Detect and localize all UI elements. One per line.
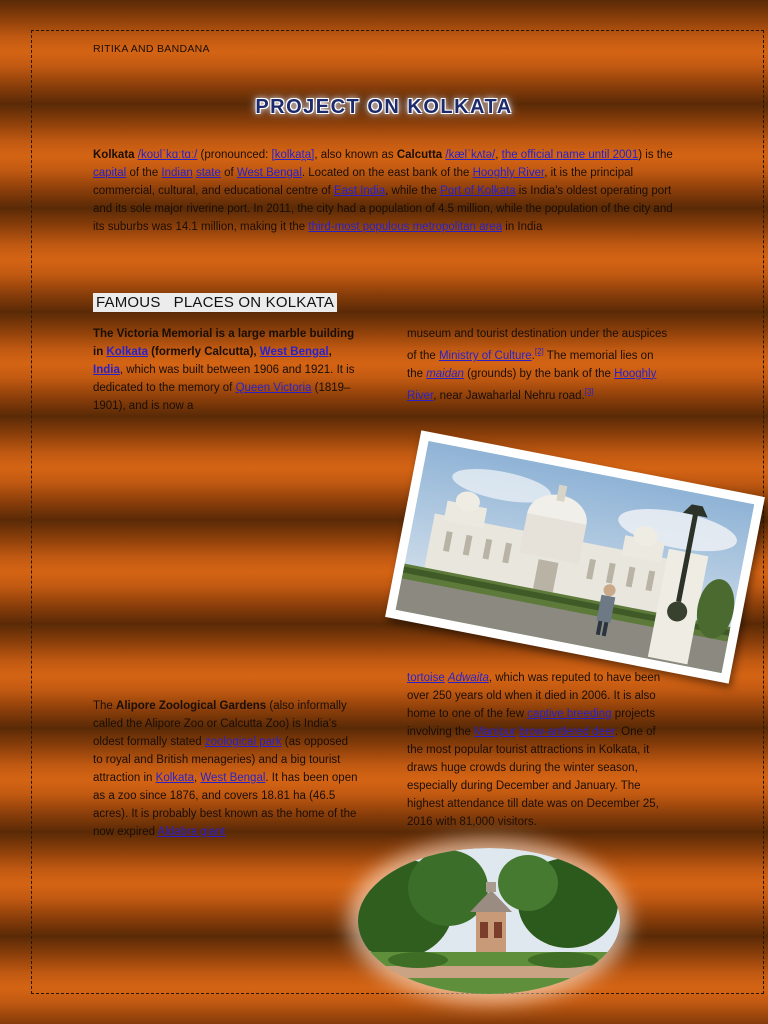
text: (also informally called the Alipore Zoo or Calcutta Zoo) is India's oldest formally stated	[93, 700, 347, 748]
victoria-paragraph-right	[407, 325, 669, 405]
term-alipore-zoo: Alipore Zoological Gardens	[116, 700, 267, 712]
text: in India	[502, 221, 543, 233]
intro-paragraph	[93, 146, 683, 236]
link-west-bengal[interactable]: West Bengal	[259, 346, 329, 358]
text: The	[93, 700, 117, 712]
link-third-most-populous[interactable]: third-most populous metropolitan area	[308, 221, 503, 233]
text: , which was built between 1906 and 1921. It is dedicated to the memory of	[93, 364, 355, 394]
text: , near Jawaharlal Nehru road.	[433, 389, 585, 402]
authors-header: RITIKA AND BANDANA	[93, 43, 210, 55]
text: (1819–1901), and is now a	[93, 382, 351, 412]
link-official-name[interactable]: the official name until 2001	[501, 149, 639, 161]
text: , it is the principal commercial, cultural, and educational centre of	[93, 167, 634, 197]
text: is India's oldest operating port and its sole major riverine port. In 2011, the city had a population of 4.5 million, while the population of the city and its suburbs was 14.1 million, making it the	[93, 185, 673, 233]
text: , which was reputed to have been over 250 years old when it died in 2006. It is also home to one of the few	[407, 672, 661, 720]
link-port-of-kolkata[interactable]: Port of Kolkata	[440, 185, 516, 197]
text: ,	[328, 346, 332, 358]
text: of	[220, 167, 237, 179]
term-kolkata: Kolkata	[93, 149, 135, 161]
link-kolkata[interactable]: Kolkata	[106, 346, 148, 358]
text: (pronounced:	[197, 149, 272, 161]
text: . Located on the east bank of the	[301, 167, 473, 179]
link-maidan[interactable]: maidan	[426, 367, 464, 380]
link-hooghly-river[interactable]: Hooghly River	[407, 367, 657, 402]
link-west-bengal[interactable]: West Bengal	[236, 167, 302, 179]
link-west-bengal[interactable]: West Bengal	[200, 772, 266, 784]
text: ,	[194, 772, 201, 784]
text: .	[531, 349, 535, 362]
citation-2[interactable]: [2]	[534, 347, 544, 356]
text: projects involving the	[407, 708, 656, 738]
link-tortoise[interactable]: tortoise	[407, 672, 445, 684]
link-aldabra-giant[interactable]: Aldabra giant	[157, 826, 226, 838]
text: (formerly Calcutta),	[147, 346, 260, 358]
link-captive-breeding[interactable]: captive breeding	[527, 708, 612, 720]
link-capital[interactable]: capital	[93, 167, 127, 179]
link-pronunciation[interactable]: /koʊlˈkɑːtɑː/	[137, 149, 198, 161]
victoria-paragraph-left	[93, 325, 358, 415]
link-queen-victoria[interactable]: Queen Victoria	[235, 382, 312, 394]
link-ministry-of-culture[interactable]: Ministry of Culture	[438, 349, 532, 362]
text: of the	[126, 167, 162, 179]
text: . It has been open as a zoo since 1876, and covers 18.81 ha (46.5 acres). It is probably best known as the home of the now expired	[93, 772, 358, 838]
text: (grounds) by the bank of the	[463, 367, 615, 380]
text: The memorial lies on the	[407, 349, 654, 380]
link-bengali-pronunciation[interactable]: [kolkat̪a]	[271, 149, 315, 161]
link-east-india[interactable]: East India	[333, 185, 386, 197]
link-kolkata[interactable]: Kolkata	[155, 772, 195, 784]
text: (as opposed to royal and British menageries) and a big tourist attraction in	[93, 736, 349, 784]
text: ,	[495, 149, 502, 161]
link-hooghly-river[interactable]: Hooghly River	[472, 167, 545, 179]
section-heading: FAMOUS PLACES ON KOLKATA	[93, 293, 337, 312]
zoo-paragraph-right	[407, 669, 672, 831]
text: museum and tourist destination under the auspices of the	[407, 328, 668, 362]
alipore-zoo-photo	[358, 848, 620, 994]
text: , while the	[385, 185, 441, 197]
link-brow-antlered-deer[interactable]: brow-antlered deer	[518, 726, 615, 738]
text: . One of the most popular tourist attractions in Kolkata, it draws huge crowds during the winter season, especially during December and January. The highest attendance till date was on December 25, 2016 with 81,000 visitors.	[407, 726, 659, 828]
link-zoological-park[interactable]: zoological park	[204, 736, 282, 748]
citation-3[interactable]: [3]	[584, 386, 594, 396]
link-manipur[interactable]: Manipur	[474, 726, 516, 738]
zoo-paragraph-left	[93, 697, 358, 841]
page-title: PROJECT ON KOLKATA	[255, 96, 513, 118]
text: , also known as	[314, 149, 397, 161]
link-indian[interactable]: Indian	[161, 167, 193, 179]
text: ) is the	[638, 149, 673, 161]
link-adwaita[interactable]: Adwaita	[447, 672, 489, 684]
text: The Victoria Memorial is a large marble building in	[93, 328, 355, 358]
link-india[interactable]: India	[93, 364, 120, 376]
link-calcutta-pronunciation[interactable]: /kælˈkʌtə/	[445, 149, 496, 161]
link-state[interactable]: state	[195, 167, 221, 179]
term-calcutta: Calcutta	[396, 149, 443, 161]
alipore-zoo-image	[358, 848, 620, 994]
